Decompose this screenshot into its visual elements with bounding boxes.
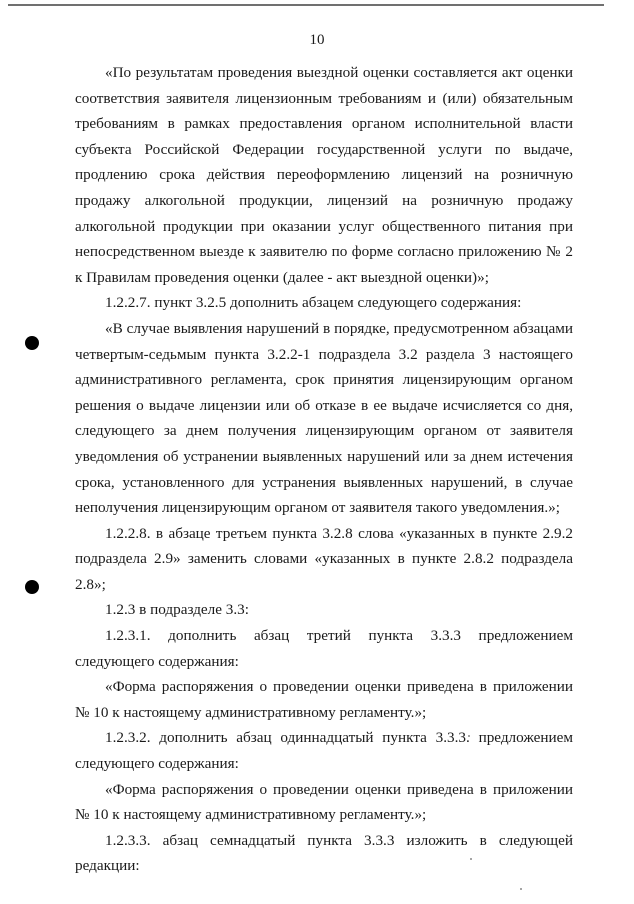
- paragraph: 1.2.2.7. пункт 3.2.5 дополнить абзацем следующего содержания:: [105, 294, 522, 312]
- paragraph: «Форма распоряжения о проведении оценки приведена в приложении № 10 к настоящему административному регламенту.»;: [75, 678, 573, 721]
- paragraph: 1.2.3 в подразделе 3.3:: [105, 601, 249, 619]
- scan-speck: [520, 888, 522, 890]
- paragraph: «Форма распоряжения о проведении оценки приведена в приложении № 10 к настоящему административному регламенту.»;: [75, 780, 573, 824]
- punch-hole: [25, 580, 39, 594]
- top-edge-line: [8, 4, 604, 6]
- paragraph: 1.2.3.2. дополнить абзац одиннадцатый пункта 3.3.3. предложением следующего содержания:: [75, 729, 573, 773]
- document-body: [75, 60, 573, 879]
- page-number: 10: [309, 32, 325, 48]
- paragraph: 1.2.3.3. абзац семнадцатый пункта 3.3.3 изложить в следующей редакции:: [75, 831, 573, 875]
- paragraph: «В случае выявления нарушений в порядке, предусмотренном абзацами четвертым-седьмым пункта 3.2.2-1 подраздела 3.2 раздела 3 настоящего административного регламента, срок принятия лицензирующим органом решения о выдаче лицензии или об отказе в ее выдаче исчисляется со дня, следующего за днем получения лицензирующим органом от заявителя уведомления об устранении выявленных нарушений или за днем истечения срока, установленного для устранения выявленных нарушений, в случае неполучения лицензирующим органом от заявителя такого уведомления.»;: [75, 319, 573, 517]
- punch-hole: [25, 336, 39, 350]
- paragraph: «По результатам проведения выездной оценки составляется акт оценки соответствия заявителя лицензионным требованиям и (или) обязательным требованиям в рамках предоставления органом исполнительной власти субъекта Российской Федерации государственной услуги по выдаче, продлению срока действия переоформлению лицензий на розничную продажу алкогольной продукции, лицензий на розничную продажу алкогольной продукции при оказании услуг общественного питания при непосредственном выезде к заявителю по форме согласно приложению № 2 к Правилам проведения оценки (далее - акт выездной оценки)»;: [75, 64, 573, 286]
- paragraph: 1.2.3.1. дополнить абзац третий пункта 3.3.3 предложением следующего содержания:: [75, 627, 573, 670]
- paragraph: 1.2.2.8. в абзаце третьем пункта 3.2.8 слова «указанных в пункте 2.9.2 подраздела 2.9» заменить словами «указанных в пункте 2.8.2 подраздела 2.8»;: [75, 524, 573, 593]
